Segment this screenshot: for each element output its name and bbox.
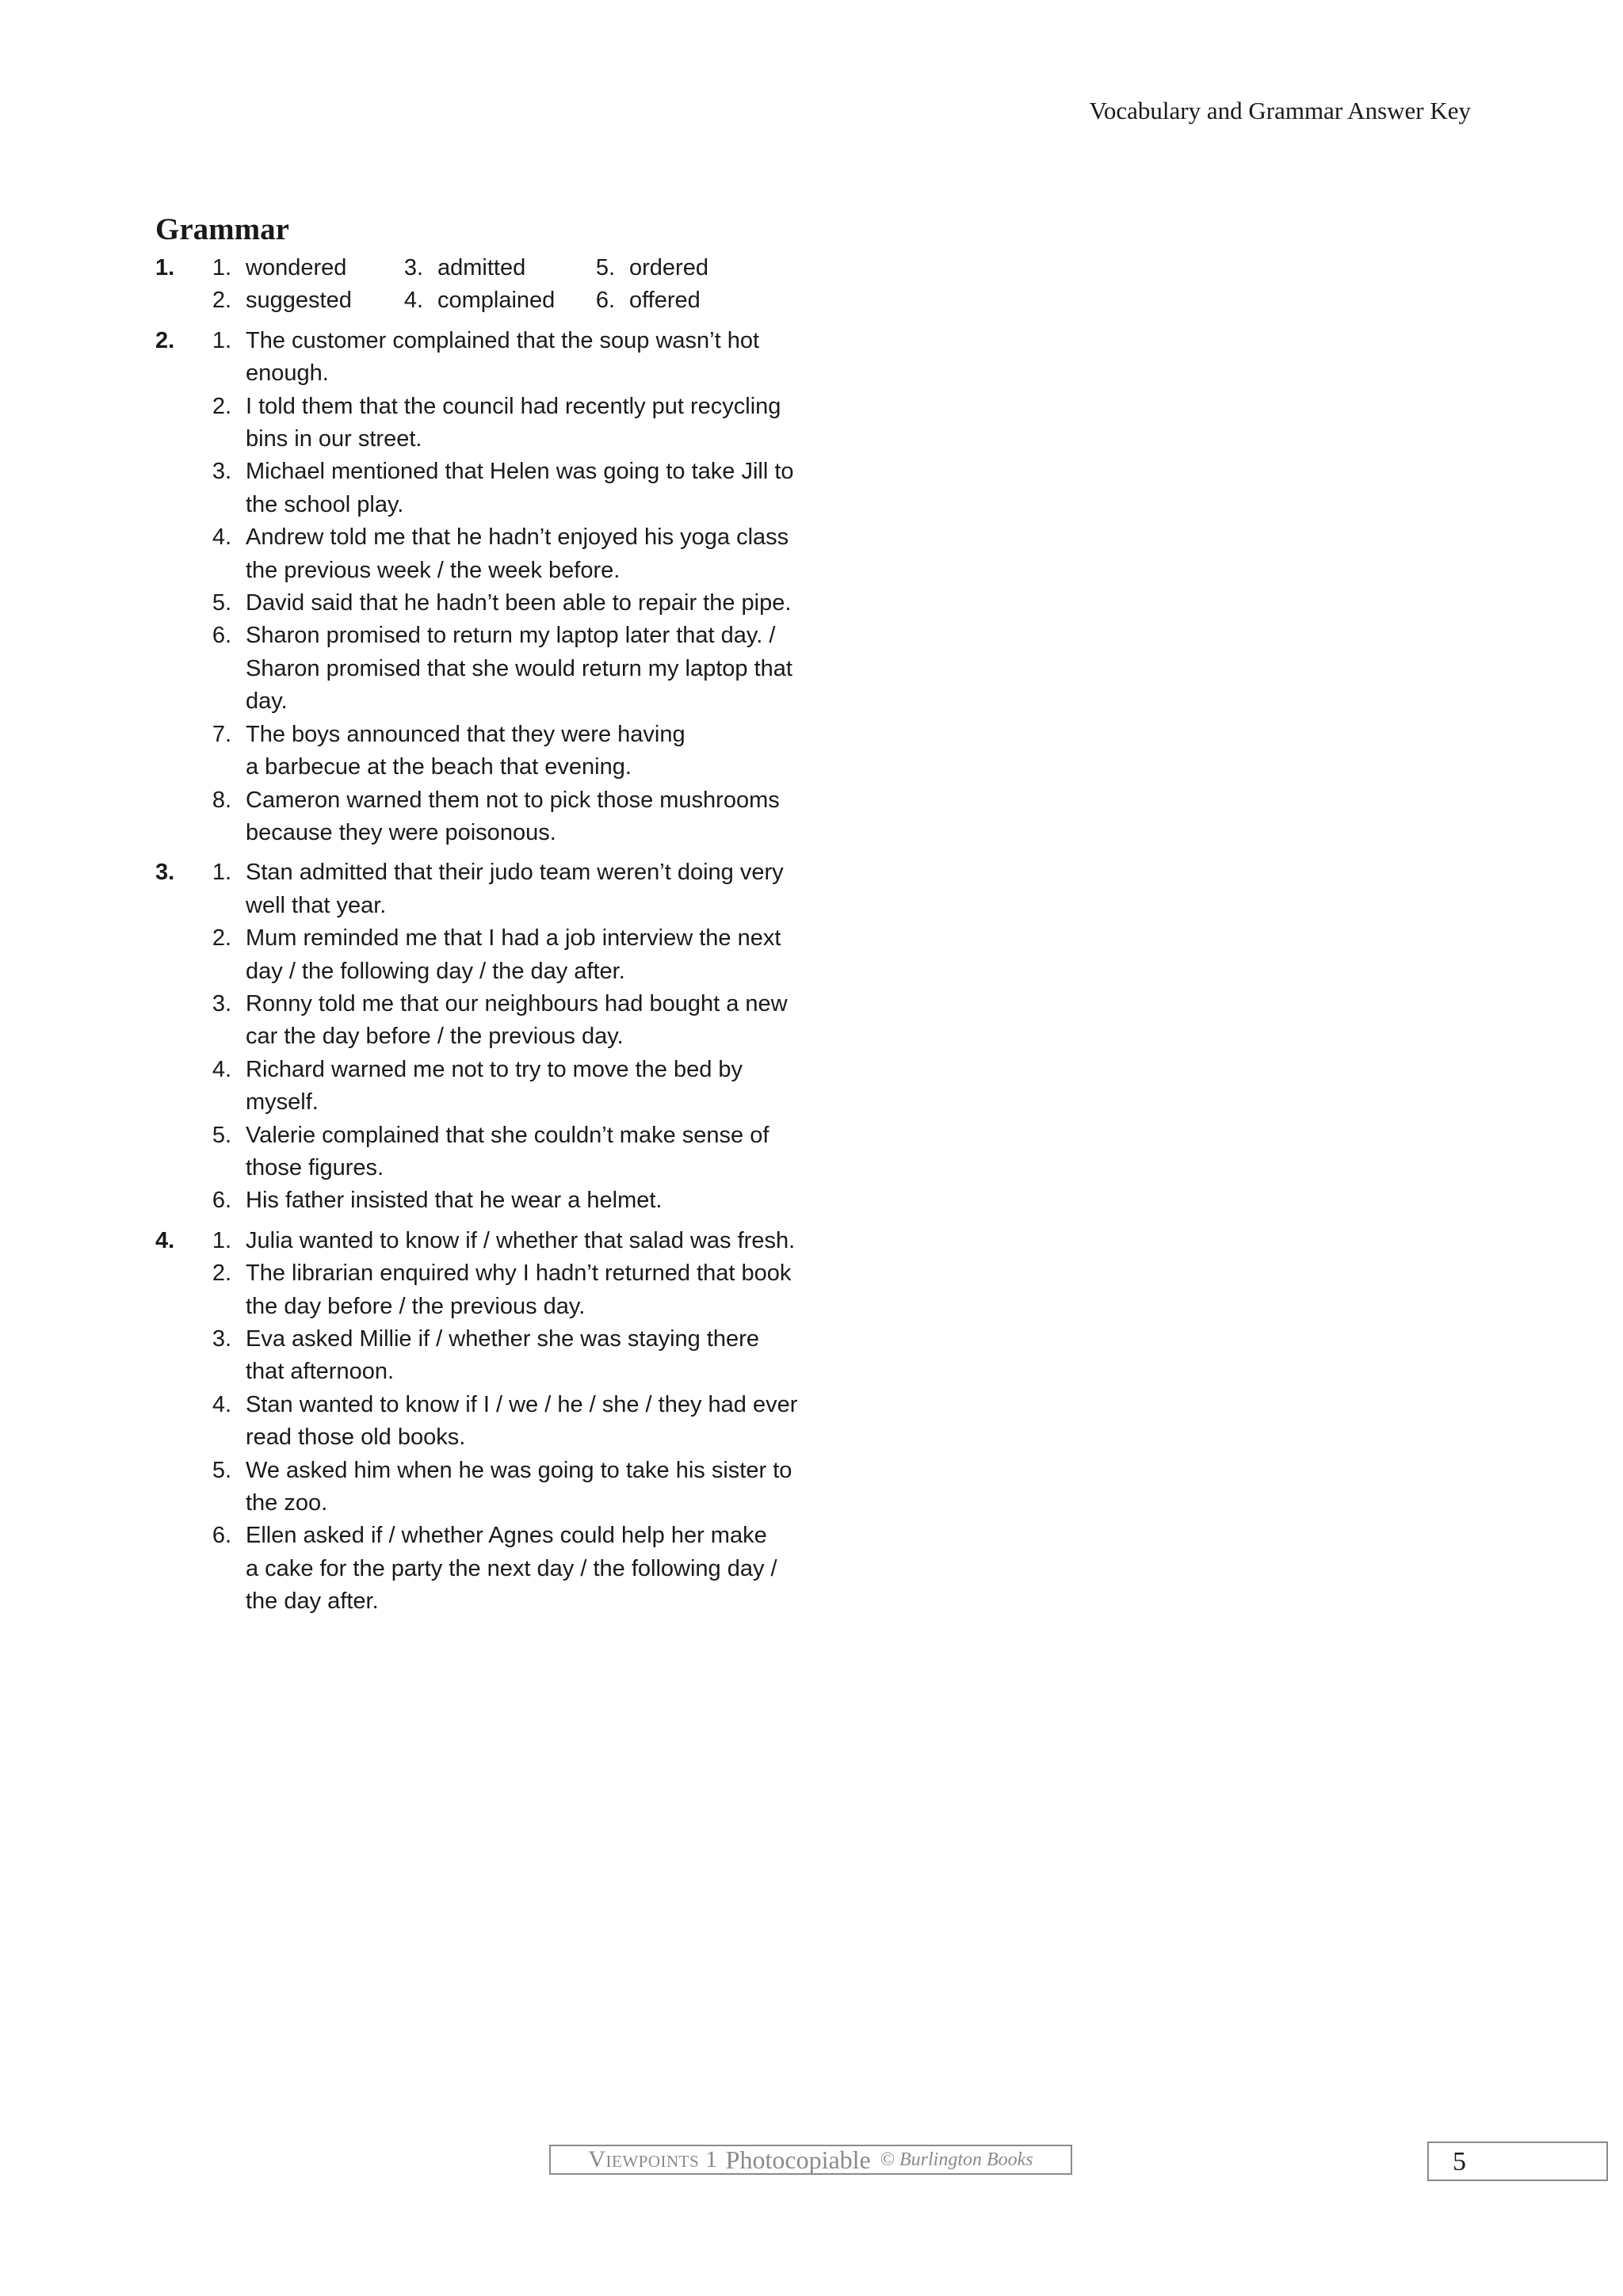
item-text bbox=[231, 784, 805, 850]
answer-row bbox=[193, 284, 805, 317]
exercise-4 bbox=[155, 1225, 805, 1619]
answer-item bbox=[193, 391, 805, 456]
item-text bbox=[231, 1323, 805, 1389]
item-number: 6. bbox=[212, 1523, 231, 1549]
item-text bbox=[231, 719, 805, 784]
footer-series: Viewpoints 1 bbox=[588, 2146, 718, 2172]
item-number: 2. bbox=[212, 1261, 231, 1287]
item-number: 3. bbox=[212, 1326, 231, 1352]
answer-item bbox=[577, 284, 769, 317]
item-number: 7. bbox=[212, 721, 231, 747]
answer-item bbox=[193, 922, 805, 988]
item-text bbox=[231, 620, 805, 718]
item-line: the previous week / the week before. bbox=[246, 557, 621, 583]
item-number: 6. bbox=[595, 288, 615, 314]
footer-publisher: Burlington Books bbox=[899, 2149, 1033, 2170]
item-number: 1. bbox=[212, 860, 231, 886]
item-text bbox=[231, 325, 805, 391]
answer-item bbox=[193, 988, 805, 1054]
item-line: Valerie complained that she couldn’t make sense of bbox=[246, 1122, 769, 1148]
item-line: the school play. bbox=[246, 491, 404, 517]
item-line: read those old books. bbox=[246, 1425, 466, 1451]
answer-item bbox=[193, 784, 805, 850]
exercise-answers bbox=[193, 856, 805, 1217]
exercise-number: 2. bbox=[155, 327, 175, 353]
item-number: 3. bbox=[212, 459, 231, 485]
item-line: Richard warned me not to try to move the bed by bbox=[246, 1056, 743, 1082]
item-text bbox=[231, 1184, 805, 1217]
item-number: 6. bbox=[212, 623, 231, 649]
item-line: Ronny told me that our neighbours had bought a new bbox=[246, 990, 788, 1016]
item-line: Cameron warned them not to pick those mushrooms bbox=[246, 787, 780, 813]
exercise-list bbox=[155, 325, 805, 1619]
answer-item bbox=[193, 1455, 805, 1520]
item-line: Ellen asked if / whether Agnes could help her make bbox=[246, 1523, 767, 1549]
item-line: the zoo. bbox=[246, 1490, 328, 1516]
answer-item bbox=[193, 1520, 805, 1618]
item-text bbox=[231, 1054, 805, 1119]
copyright-symbol: © bbox=[880, 2149, 895, 2170]
footer-photocopiable: Photocopiable bbox=[725, 2145, 871, 2174]
answer-item bbox=[577, 252, 769, 284]
item-line: day. bbox=[246, 688, 288, 715]
item-line: those figures. bbox=[246, 1154, 384, 1180]
item-line: a cake for the party the next day / the following day / bbox=[246, 1555, 777, 1581]
item-line: His father insisted that he wear a helmet. bbox=[246, 1188, 663, 1214]
answer-item bbox=[193, 456, 805, 521]
item-number: 3. bbox=[212, 990, 231, 1016]
item-text bbox=[231, 922, 805, 988]
answer-item bbox=[193, 587, 805, 620]
exercise-number: 4. bbox=[155, 1227, 175, 1253]
section-title: Grammar bbox=[155, 212, 289, 246]
answer-key-content bbox=[155, 252, 805, 1626]
item-line: a barbecue at the beach that evening. bbox=[246, 754, 632, 780]
item-text bbox=[231, 1389, 805, 1455]
item-line: enough. bbox=[246, 360, 329, 387]
item-text bbox=[231, 1225, 805, 1257]
item-text: wondered bbox=[246, 255, 347, 280]
item-number: 1. bbox=[212, 1227, 231, 1253]
item-number: 4. bbox=[212, 1391, 231, 1417]
item-line: the day before / the previous day. bbox=[246, 1293, 586, 1319]
answer-item bbox=[193, 252, 385, 284]
item-number: 4. bbox=[212, 524, 231, 551]
exercise-number: 3. bbox=[155, 860, 175, 886]
item-line: Sharon promised to return my laptop later that day. / bbox=[246, 623, 776, 649]
item-line: The librarian enquired why I hadn’t returned that book bbox=[246, 1261, 792, 1287]
item-text bbox=[231, 1257, 805, 1323]
answer-item bbox=[193, 1119, 805, 1185]
answer-item bbox=[193, 856, 805, 922]
item-text: ordered bbox=[629, 255, 708, 280]
answer-item bbox=[385, 252, 577, 284]
item-line: that afternoon. bbox=[246, 1359, 395, 1385]
item-line: Michael mentioned that Helen was going to take Jill to bbox=[246, 459, 794, 485]
item-number: 2. bbox=[212, 288, 231, 314]
exercise-2 bbox=[155, 325, 805, 850]
item-line: Eva asked Millie if / whether she was staying there bbox=[246, 1326, 759, 1352]
item-text bbox=[231, 391, 805, 456]
item-number: 5. bbox=[212, 1457, 231, 1483]
item-line: day / the following day / the day after. bbox=[246, 958, 625, 984]
answer-row bbox=[193, 252, 805, 284]
answer-item bbox=[193, 1389, 805, 1455]
item-line: Julia wanted to know if / whether that salad was fresh. bbox=[246, 1227, 796, 1253]
item-line: because they were poisonous. bbox=[246, 819, 556, 845]
item-line: I told them that the council had recently put recycling bbox=[246, 393, 781, 419]
item-line: The boys announced that they were having bbox=[246, 721, 685, 747]
item-number: 1. bbox=[212, 255, 231, 280]
answer-item bbox=[193, 521, 805, 587]
item-line: David said that he hadn’t been able to repair the pipe. bbox=[246, 590, 792, 616]
item-text bbox=[231, 456, 805, 521]
item-number: 4. bbox=[212, 1056, 231, 1082]
item-line: Sharon promised that she would return my laptop that bbox=[246, 655, 792, 681]
item-text: complained bbox=[437, 288, 556, 314]
item-line: The customer complained that the soup wasn’t hot bbox=[246, 327, 760, 353]
answer-item bbox=[193, 1257, 805, 1323]
item-number: 1. bbox=[212, 327, 231, 353]
item-text bbox=[231, 1455, 805, 1520]
item-number: 6. bbox=[212, 1188, 231, 1214]
item-number: 5. bbox=[595, 255, 615, 280]
item-text bbox=[231, 856, 805, 922]
answer-item bbox=[193, 1225, 805, 1257]
answer-item bbox=[193, 1323, 805, 1389]
item-number: 3. bbox=[403, 255, 423, 280]
exercise-3 bbox=[155, 856, 805, 1217]
item-number: 8. bbox=[212, 787, 231, 813]
item-text: offered bbox=[629, 288, 701, 314]
footer-copyright-box bbox=[549, 2145, 1072, 2175]
item-number: 2. bbox=[212, 393, 231, 419]
page-number: 5 bbox=[1427, 2142, 1608, 2181]
item-line: car the day before / the previous day. bbox=[246, 1024, 624, 1050]
item-line: Stan admitted that their judo team weren’t doing very bbox=[246, 860, 784, 886]
exercise-number: 1. bbox=[155, 255, 175, 280]
item-text: suggested bbox=[246, 288, 352, 314]
item-text bbox=[231, 521, 805, 587]
item-line: We asked him when he was going to take his sister to bbox=[246, 1457, 792, 1483]
item-text bbox=[231, 1520, 805, 1618]
answer-item bbox=[193, 284, 385, 317]
item-number: 4. bbox=[403, 288, 423, 314]
exercise-answers bbox=[193, 1225, 805, 1619]
exercise-answers bbox=[193, 252, 805, 318]
item-line: bins in our street. bbox=[246, 426, 422, 452]
item-text bbox=[231, 988, 805, 1054]
answer-item bbox=[385, 284, 577, 317]
item-text: admitted bbox=[437, 255, 526, 280]
answer-item bbox=[193, 325, 805, 391]
item-number: 5. bbox=[212, 1122, 231, 1148]
answer-item bbox=[193, 719, 805, 784]
item-line: Mum reminded me that I had a job interview the next bbox=[246, 925, 781, 952]
item-text bbox=[231, 587, 805, 620]
item-number: 5. bbox=[212, 590, 231, 616]
item-line: well that year. bbox=[246, 892, 387, 918]
item-line: the day after. bbox=[246, 1589, 379, 1615]
item-line: Stan wanted to know if I / we / he / she / they had ever bbox=[246, 1391, 798, 1417]
answer-item bbox=[193, 1184, 805, 1217]
exercise-answers bbox=[193, 325, 805, 850]
item-text bbox=[231, 1119, 805, 1185]
answer-item bbox=[193, 620, 805, 718]
item-line: Andrew told me that he hadn’t enjoyed his yoga class bbox=[246, 524, 789, 551]
item-number: 2. bbox=[212, 925, 231, 952]
exercise-1 bbox=[155, 252, 805, 318]
answer-item bbox=[193, 1054, 805, 1119]
page-header: Vocabulary and Grammar Answer Key bbox=[1089, 97, 1471, 124]
item-line: myself. bbox=[246, 1089, 319, 1116]
